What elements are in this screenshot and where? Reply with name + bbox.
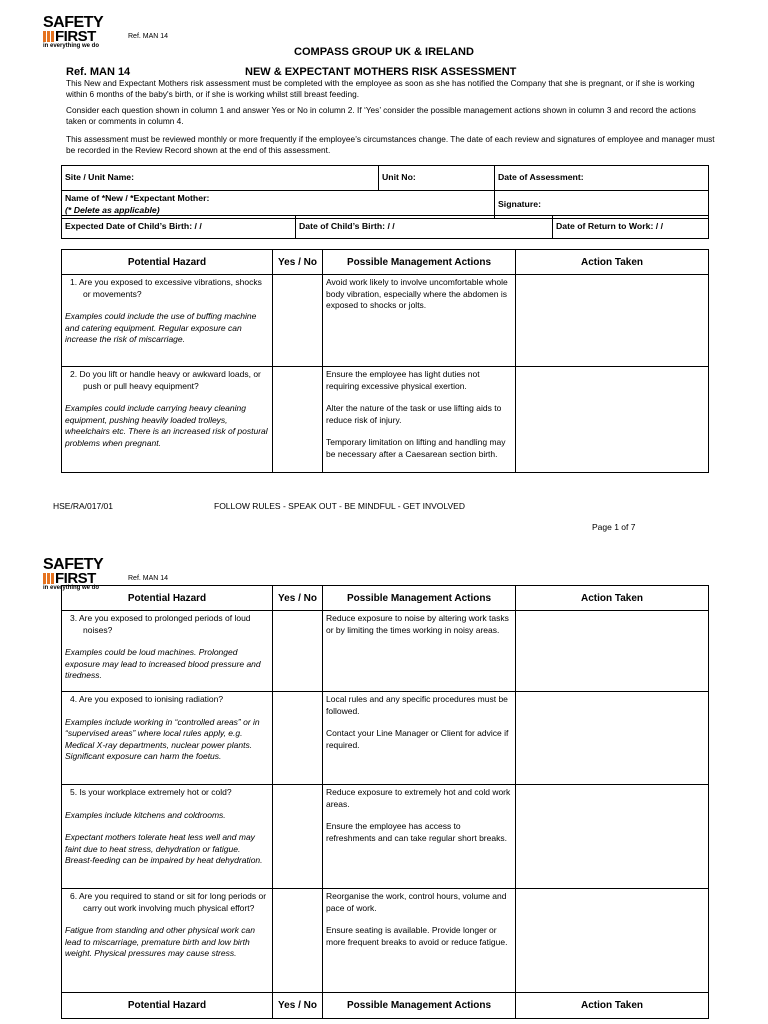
yes-no-cell[interactable] <box>273 611 323 692</box>
signature-field[interactable]: Signature: <box>495 191 709 219</box>
hazard-question: 4. Are you exposed to ionising radiation? <box>70 694 224 704</box>
hazard-row <box>62 692 709 785</box>
mother-name-label: Name of *New / *Expectant Mother: <box>65 193 210 203</box>
col-header-yes-no: Yes / No <box>273 993 323 1019</box>
ref-heading: Ref. MAN 14 <box>66 66 131 78</box>
hazard-row <box>62 785 709 889</box>
hazard-example: Fatigue from standing and other physical work can lead to miscarriage, premature birth and low birth weight. Physical pressures may cause stress. <box>65 925 255 958</box>
management-action: Reduce exposure to noise by altering work tasks or by limiting the times working in noisy areas. <box>326 613 509 635</box>
action-taken-cell[interactable] <box>516 785 709 889</box>
safety-first-logo <box>43 15 103 50</box>
yes-no-cell[interactable] <box>273 889 323 993</box>
management-action: Alter the nature of the task or use lifting aids to reduce risk of injury. <box>326 403 502 425</box>
hazard-example: Expectant mothers tolerate heat less well and may faint due to heat stress, dehydration or fatigue. Breast-feeding can be impaired by heat dehydration. <box>65 832 263 865</box>
hazard-question: 5. Is your workplace extremely hot or cold? <box>70 787 232 797</box>
assessment-title: NEW & EXPECTANT MOTHERS RISK ASSESSMENT <box>245 66 517 78</box>
col-header-actions: Possible Management Actions <box>323 993 516 1019</box>
hazard-question: 3. Are you exposed to prolonged periods of loud noises? <box>70 613 251 635</box>
footer-slogan: FOLLOW RULES - SPEAK OUT - BE MINDFUL - GET INVOLVED <box>214 501 465 511</box>
hazard-row <box>62 889 709 993</box>
col-header-yes-no: Yes / No <box>273 250 323 275</box>
intro-paragraph-3: This assessment must be reviewed monthly or more frequently if the employee’s circumstances change. The date of each review and signatures of employee and manager must be recorded in the Review Record shown at the end of this assessment. <box>66 134 715 155</box>
hazard-cell <box>62 692 273 785</box>
logo-tagline: in everything we do <box>43 585 100 591</box>
management-action: Ensure seating is available. Provide longer or more frequent breaks to avoid or reduce fatigue. <box>326 925 508 947</box>
delete-note: (* Delete as applicable) <box>65 204 160 215</box>
actions-cell <box>323 611 516 692</box>
logo-line2: FIRST <box>55 28 96 45</box>
col-header-taken: Action Taken <box>516 586 709 611</box>
site-unit-name-field[interactable]: Site / Unit Name: <box>62 166 379 191</box>
intro-paragraph-1: This New and Expectant Mothers risk assessment must be completed with the employee as soon as she has notified the Company that she is pregnant, or if she is working within 6 months of the baby's birth, or if she is working whilst still breast feeding. <box>66 78 695 99</box>
action-taken-cell[interactable] <box>516 889 709 993</box>
hazard-question: 2. Do you lift or handle heavy or awkward loads, or push or pull heavy equipment? <box>70 369 261 391</box>
action-taken-cell[interactable] <box>516 367 709 473</box>
footer-ref: HSE/RA/017/01 <box>53 501 114 511</box>
hazard-row <box>62 367 709 473</box>
yes-no-cell[interactable] <box>273 785 323 889</box>
unit-no-field[interactable]: Unit No: <box>379 166 495 191</box>
yes-no-cell[interactable] <box>273 692 323 785</box>
page-number: Page 1 of 7 <box>592 522 636 532</box>
management-action: Local rules and any specific procedures must be followed. <box>326 694 508 716</box>
management-action: Ensure the employee has light duties not requiring excessive physical exertion. <box>326 369 480 391</box>
management-action: Temporary limitation on lifting and handling may be necessary after a Caesarean section birth. <box>326 437 506 459</box>
company-title: COMPASS GROUP UK & IRELAND <box>294 46 474 58</box>
hazard-example: Examples could include the use of buffing machine and catering equipment. Regular exposure can increase the risk of miscarriage. <box>65 311 257 344</box>
hazard-cell <box>62 785 273 889</box>
hazard-question: 6. Are you required to stand or sit for long periods or carry out work involving much physical effort? <box>70 891 267 913</box>
management-action: Reduce exposure to extremely hot and cold work areas. <box>326 787 511 809</box>
action-taken-cell[interactable] <box>516 692 709 785</box>
logo-line1: SAFETY <box>43 556 104 573</box>
management-action: Ensure the employee has access to refreshments and can take regular short breaks. <box>326 821 507 843</box>
yes-no-cell[interactable] <box>273 275 323 367</box>
hazard-table-page2 <box>61 585 709 1019</box>
hazard-table-page1 <box>61 249 709 473</box>
date-of-assessment-field[interactable]: Date of Assessment: <box>495 166 709 191</box>
hazard-example: Examples could include carrying heavy cleaning equipment, pushing heavily loaded trolleys, wheelchairs etc. There is an increased risk of postural problems when pregnant. <box>65 403 268 448</box>
logo-line2: FIRST <box>55 570 96 587</box>
actions-cell <box>323 889 516 993</box>
management-action: Contact your Line Manager or Client for advice if required. <box>326 728 509 750</box>
col-header-hazard: Potential Hazard <box>62 250 273 275</box>
hazard-cell <box>62 275 273 367</box>
hazard-example: Examples include working in “controlled areas” or in “supervised areas” where local rules apply, e.g. Medical X-ray departments, nuclear power plants. Significant exposure can harm the foetus. <box>65 716 260 761</box>
expected-birth-date-field[interactable]: Expected Date of Child’s Birth: / / <box>62 216 296 239</box>
hazard-cell <box>62 611 273 692</box>
col-header-hazard: Potential Hazard <box>62 993 273 1019</box>
actions-cell <box>323 275 516 367</box>
logo-tagline: in everything we do <box>43 43 100 49</box>
actions-cell <box>323 367 516 473</box>
actions-cell <box>323 692 516 785</box>
birth-date-field[interactable]: Date of Child’s Birth: / / <box>296 216 553 239</box>
col-header-taken: Action Taken <box>516 250 709 275</box>
col-header-actions: Possible Management Actions <box>323 586 516 611</box>
ref-small: Ref. MAN 14 <box>128 33 169 40</box>
intro-paragraph-2: Consider each question shown in column 1 and answer Yes or No in column 2. If ‘Yes’ consider the possible management actions shown in column 3 and record the actions taken or comments in column 4. <box>66 105 696 126</box>
col-header-hazard: Potential Hazard <box>62 586 273 611</box>
hazard-row <box>62 611 709 692</box>
management-action: Avoid work likely to involve uncomfortable whole body vibration, especially where the abdomen is exposed to shocks or jolts. <box>326 277 508 310</box>
action-taken-cell[interactable] <box>516 611 709 692</box>
hazard-question: 1. Are you exposed to excessive vibrations, shocks or movements? <box>70 277 262 299</box>
employee-info-table <box>61 165 709 219</box>
ref-small: Ref. MAN 14 <box>128 575 169 582</box>
logo-bars-icon <box>43 31 54 42</box>
logo-line1: SAFETY <box>43 14 104 31</box>
hazard-cell <box>62 367 273 473</box>
col-header-actions: Possible Management Actions <box>323 250 516 275</box>
hazard-example: Examples include kitchens and coldrooms. <box>65 809 226 820</box>
action-taken-cell[interactable] <box>516 275 709 367</box>
dates-table <box>61 215 709 239</box>
actions-cell <box>323 785 516 889</box>
hazard-row <box>62 275 709 367</box>
management-action: Reorganise the work, control hours, volume and pace of work. <box>326 891 507 913</box>
hazard-cell <box>62 889 273 993</box>
yes-no-cell[interactable] <box>273 367 323 473</box>
logo-bars-icon <box>43 573 54 584</box>
return-date-field[interactable]: Date of Return to Work: / / <box>553 216 709 239</box>
col-header-taken: Action Taken <box>516 993 709 1019</box>
col-header-yes-no: Yes / No <box>273 586 323 611</box>
hazard-example: Examples could be loud machines. Prolonged exposure may lead to increased blood pressure and tiredness. <box>65 647 261 680</box>
